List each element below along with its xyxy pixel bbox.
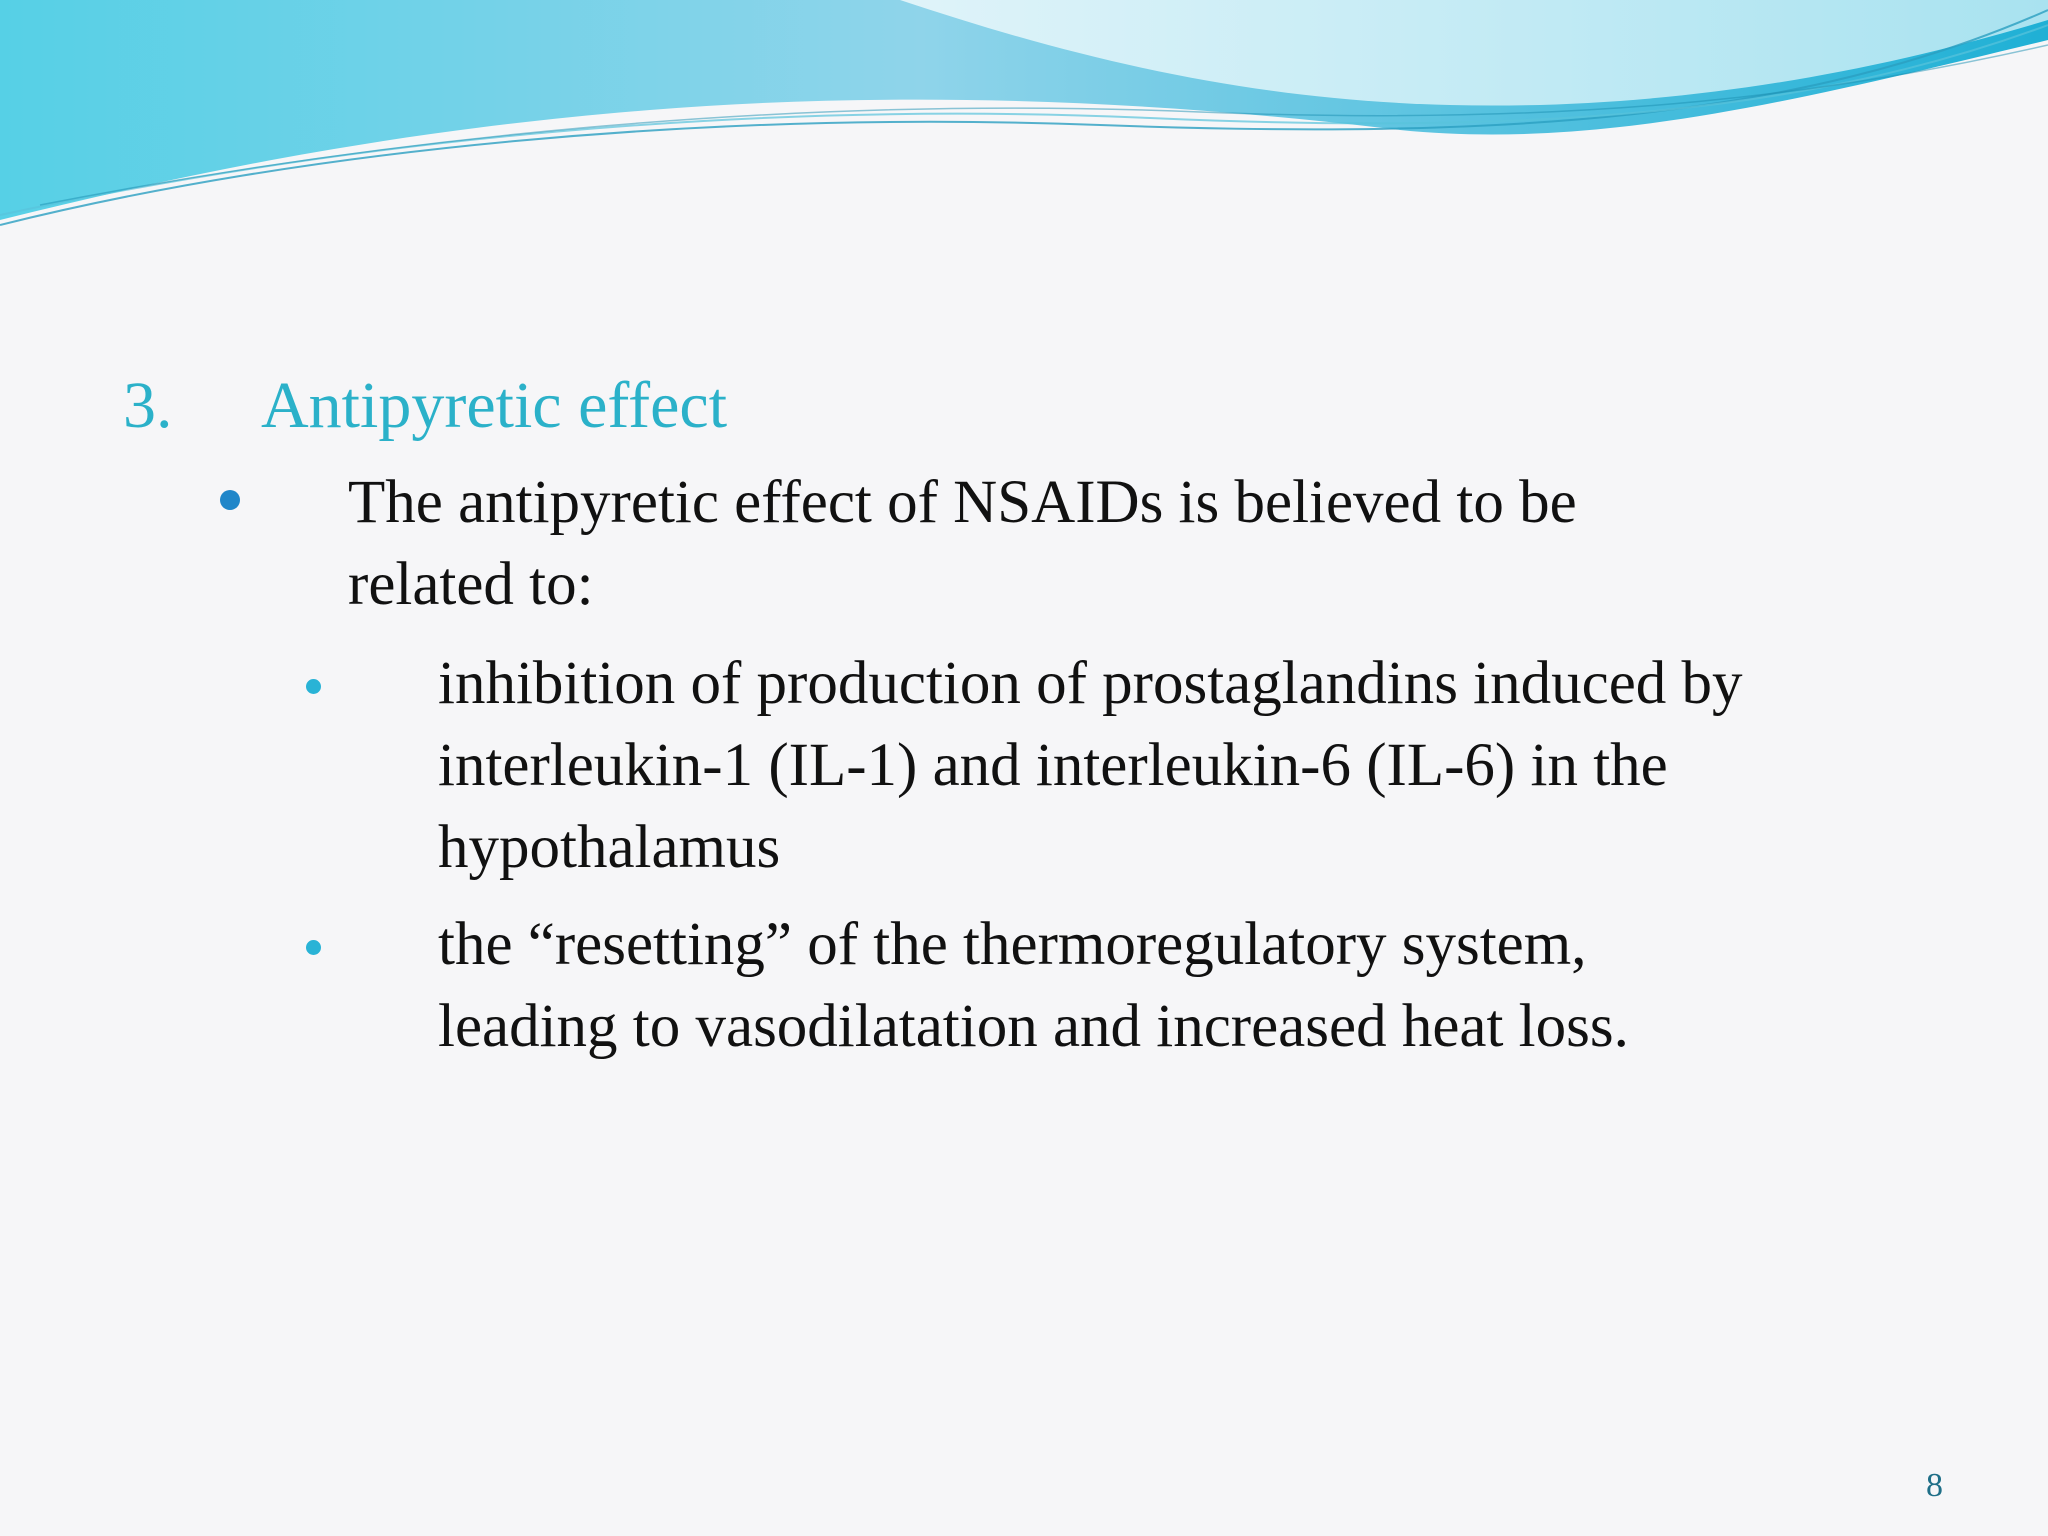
sub-bullet-2-dot (306, 940, 321, 955)
page-number: 8 (1926, 1467, 1943, 1504)
sub-bullet-2-text (438, 904, 1938, 1068)
sub-bullet-2-line-1: the “resetting” of the thermoregulatory system, (438, 911, 1587, 978)
bullet-l1-dot (220, 490, 240, 510)
heading-number: 3. (123, 369, 173, 442)
sub-bullet-1-text (438, 643, 1938, 889)
bullet-l1-line-2: related to: (348, 551, 594, 618)
sub-bullet-1-line-1: inhibition of production of prostaglandins induced by (438, 650, 1743, 717)
heading-text: Antipyretic effect (261, 369, 728, 442)
bullet-l1-text (348, 462, 1848, 626)
sub-bullet-1-dot (306, 679, 321, 694)
bullet-l1-line-1: The antipyretic effect of NSAIDs is believed to be (348, 469, 1577, 536)
sub-bullet-1-line-3: hypothalamus (438, 814, 781, 881)
sub-bullet-1-line-2: interleukin-1 (IL-1) and interleukin-6 (IL-6) in the (438, 732, 1668, 799)
sub-bullet-2-line-2: leading to vasodilatation and increased heat loss. (438, 993, 1629, 1060)
